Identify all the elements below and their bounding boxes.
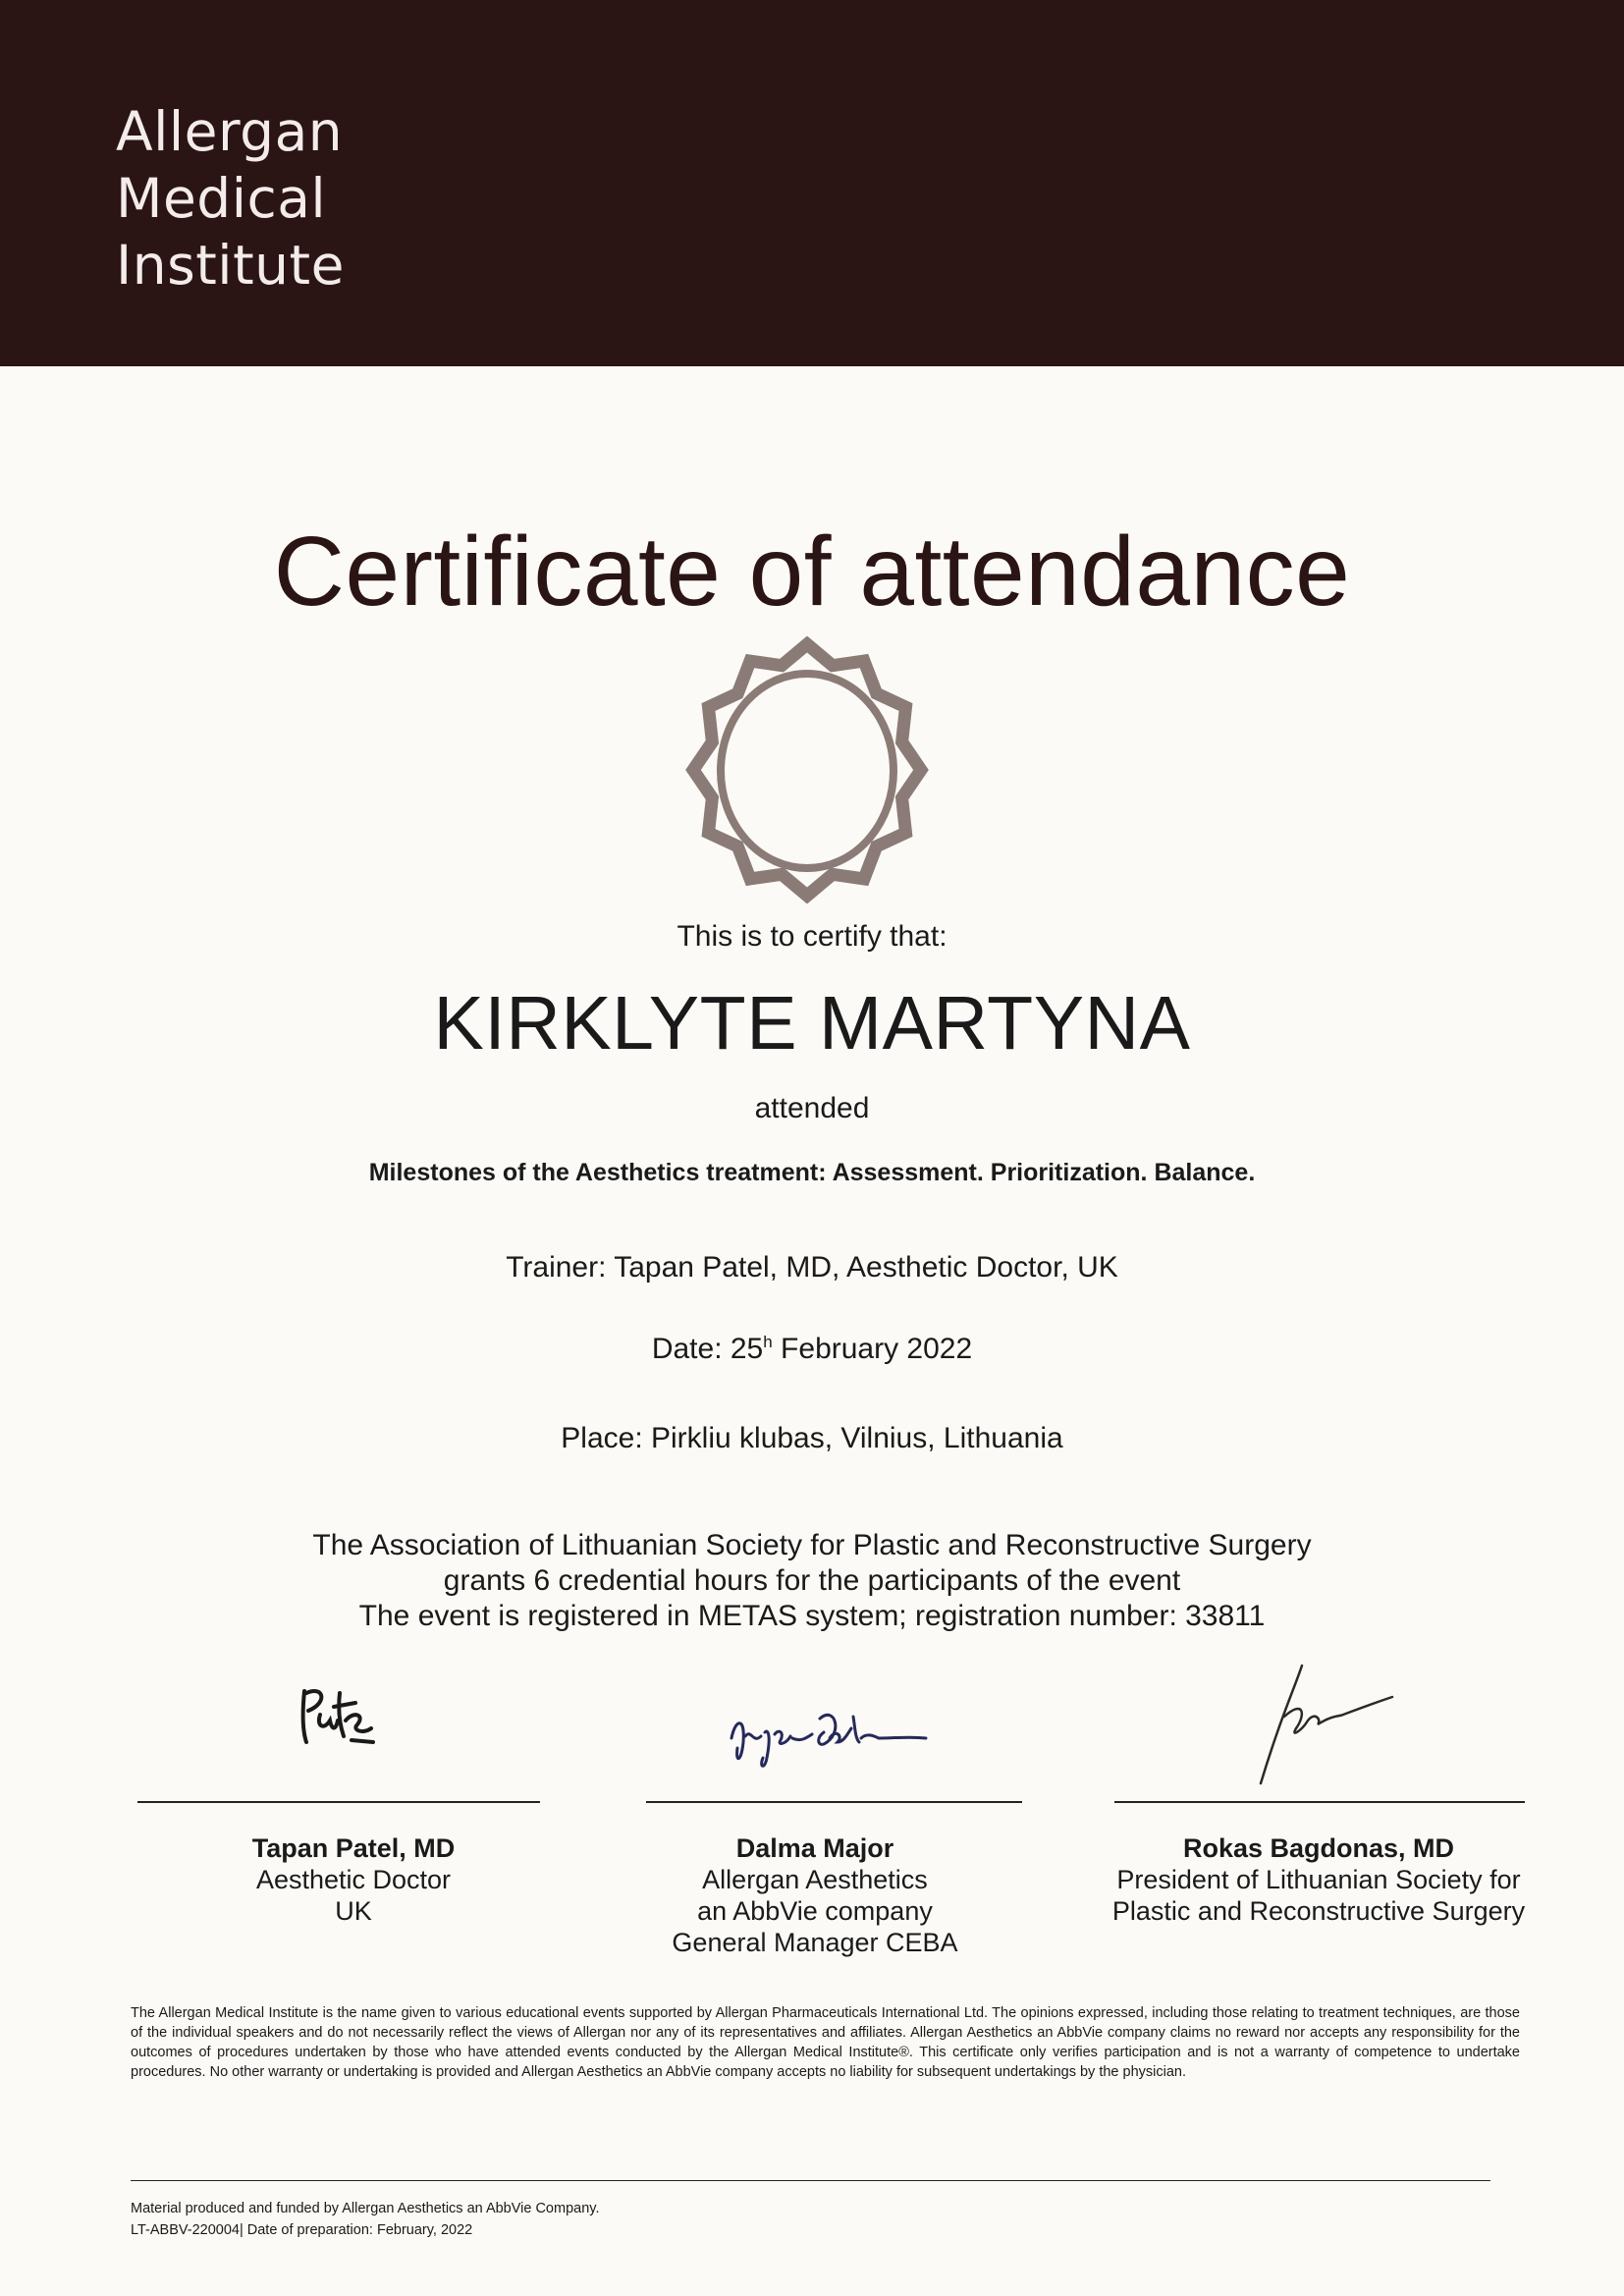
signer-major [619,1832,1011,1958]
signature-line [646,1801,1022,1803]
signer-title: Aesthetic Doctor [255,1865,452,1894]
signer-title: Plastic and Reconstructive Surgery [1111,1896,1526,1926]
header-band [0,0,1624,366]
institute-logo [116,98,345,299]
signer-patel [157,1832,550,1927]
footer-line: LT-ABBV-220004| Date of preparation: February, 2022 [131,2222,473,2238]
footer-divider [131,2180,1490,2181]
legal-disclaimer: The Allergan Medical Institute is the name given to various educational events supported by Allergan Pharmaceuticals International Ltd. The opinions expressed, including those relating to treatment techniques, are those of the individual speakers and do not necessarily reflect the views of Allergan nor any of its representatives and affiliates. Allergan Aesthetics an AbbVie company claims no reward nor accepts any responsibility for the outcomes of procedures undertaken by those who have attended events conducted by the Allergan Medical Institute®. This certificate only verifies participation and is not a warranty of competence to undertake procedures. No other warranty or undertaking is provided and Allergan Aesthetics an AbbVie company accepts no liability for subsequent undertakings by the physician. [131,2005,1520,2080]
footer-line: Material produced and funded by Allergan Aesthetics an AbbVie Company. [131,2201,600,2216]
recipient-name: KIRKLYTE MARTYNA [433,981,1191,1066]
date-prefix: Date: 25 [651,1333,764,1365]
signer-title: an AbbVie company [697,1896,933,1926]
logo-line: Allergan [116,100,344,163]
signer-name: Dalma Major [735,1833,894,1863]
signer-bagdonas [1073,1832,1564,1927]
association-line: The event is registered in METAS system; registration number: 33811 [358,1600,1266,1632]
footer [131,2198,599,2241]
signer-title: Allergan Aesthetics [702,1865,928,1894]
signer-name: Tapan Patel, MD [251,1833,456,1863]
signer-title: General Manager CEBA [672,1928,958,1957]
event-date [0,1333,1624,1366]
association-line: grants 6 credential hours for the participants of the event [443,1564,1181,1597]
attended-text: attended [754,1092,870,1124]
logo-line: Institute [116,234,345,297]
certify-text: This is to certify that: [677,920,947,953]
event-place: Place: Pirkliu klubas, Vilnius, Lithuania [561,1422,1063,1454]
signature-line [137,1801,540,1803]
signer-title: UK [335,1896,372,1926]
association-statement [0,1528,1624,1634]
trainer-line: Trainer: Tapan Patel, MD, Aesthetic Doctor, UK [506,1251,1118,1284]
course-title: Milestones of the Aesthetics treatment: Assessment. Prioritization. Balance. [368,1159,1256,1186]
date-suffix: h [763,1333,773,1351]
signature-bagdonas-icon [1245,1660,1402,1787]
signature-patel-icon [295,1681,383,1760]
signature-major-icon [722,1699,933,1777]
signer-name: Rokas Bagdonas, MD [1182,1833,1455,1863]
association-line: The Association of Lithuanian Society for Plastic and Reconstructive Surgery [312,1529,1312,1561]
certificate-title: Certificate of attendance [273,517,1351,627]
star-emblem-icon [685,636,929,903]
signature-line [1114,1801,1525,1803]
logo-line: Medical [116,167,327,230]
date-rest: February 2022 [772,1333,973,1365]
signer-title: President of Lithuanian Society for [1116,1865,1521,1894]
